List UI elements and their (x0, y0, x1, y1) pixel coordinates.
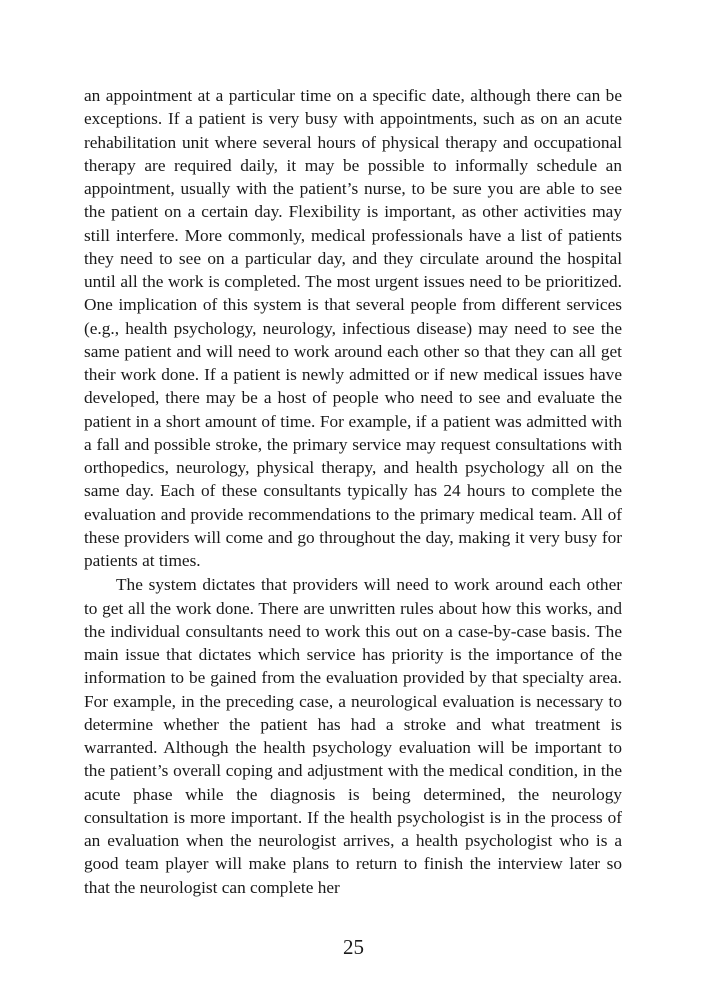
paragraph-system-dictates: The system dictates that providers will need to work around each other to get all the work done. There are unwritten rules about how this works, and the individual consultants need to work this out on a case-by-case basis. The main issue that dictates which service has priority is the importance of the information to be gained from the evaluation provided by that specialty area. For example, in the preceding case, a neurological evaluation is necessary to determine whether the patient has had a stroke and what treatment is warranted. Although the health psychology evaluation will be important to the patient’s overall coping and adjustment with the medical condition, in the acute phase while the diagnosis is being determined, the neurology consultation is more important. If the health psychologist is in the process of an evaluation when the neurologist arrives, a health psychologist who is a good team player will make plans to return to finish the interview later so that the neurologist can complete her (84, 575, 622, 897)
page-number: 25 (343, 935, 364, 959)
page-body (84, 84, 622, 899)
paragraph-continuation: an appointment at a particular time on a specific date, although there can be exceptions. If a patient is very busy with appointments, such as on an acute rehabilitation unit where several hours of physical therapy and occupational therapy are required daily, it may be possible to informally schedule an appointment, usually with the patient’s nurse, to be sure you are able to see the patient on a certain day. Flexibility is important, as other activities may still interfere. More commonly, medical professionals have a list of patients they need to see on a particular day, and they circulate around the hospital until all the work is completed. The most urgent issues need to be prioritized. One implication of this system is that several people from different services (e.g., health psychology, neurology, infectious disease) may need to see the same patient and will need to work around each other so that they can all get their work done. If a patient is newly admitted or if new medical issues have developed, there may be a host of people who need to see and evaluate the patient in a short amount of time. For example, if a patient was admitted with a fall and possible stroke, the primary service may request consultations with orthopedics, neurology, physical therapy, and health psychology all on the same day. Each of these consultants typically has 24 hours to complete the evaluation and provide recommendations to the primary medical team. All of these providers will come and go throughout the day, making it very busy for patients at times. (84, 86, 622, 570)
